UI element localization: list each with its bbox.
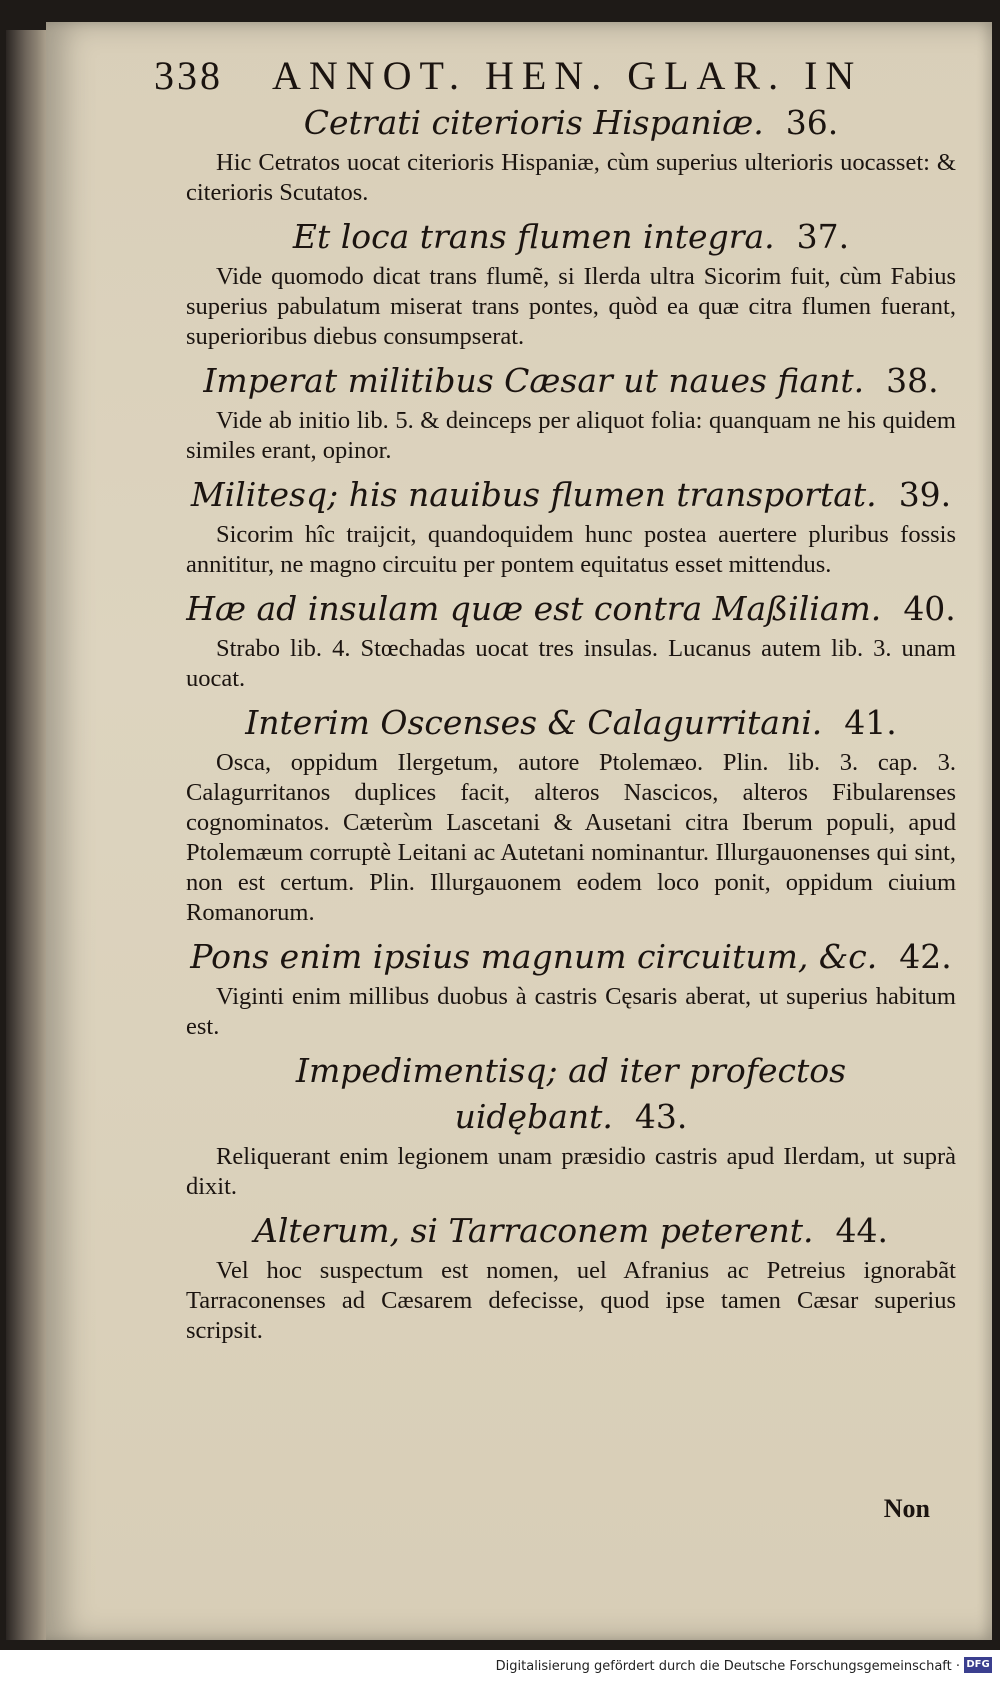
lemma-text: Hæ ad insulam quæ est contra Maßiliam.: [186, 589, 882, 628]
page-number: 338: [154, 53, 223, 98]
entry: [186, 472, 956, 580]
lemma-text: Pons enim ipsius magnum circuitum, &c.: [190, 937, 878, 976]
lemma-heading: [186, 214, 956, 260]
entry: [186, 358, 956, 466]
lemma-number: 44.: [835, 1211, 888, 1250]
lemma-heading: [186, 934, 956, 980]
lemma-text: Alterum, si Tarraconem peterent.: [254, 1211, 814, 1250]
annotation-text: Reliquerant enim legionem unam præsidio castris apud Ilerdam, ut suprà dixit.: [186, 1143, 956, 1200]
lemma-number: 40.: [903, 589, 956, 628]
entry: [186, 700, 956, 928]
annotation-text: Vide ab initio lib. 5. & deinceps per aliquot folia: quanquam ne his quidem similes erant, opinor.: [186, 407, 956, 464]
annotation-text: Osca, oppidum Ilergetum, autore Ptolemæo. Plin. lib. 3. cap. 3. Calagurritanos duplices facit, alteros Nascicos, alteros Fibularenses cognominatos. Cæterùm Lascetani & Ausetani citra Iberum populi, apud Ptolemæum corruptè Leitani ac Autetani nominantur. Illurgauonenses qui sint, non est certum. Plin. Illurgauonem eodem loco ponit, oppidum ciuium Romanorum.: [186, 749, 956, 926]
entry: [186, 100, 956, 208]
lemma-text: Cetrati citerioris Hispaniæ.: [303, 103, 764, 142]
book-page-edge: [6, 30, 50, 1640]
annotation-text: Vide quomodo dicat trans flumẽ, si Ilerda ultra Sicorim fuit, cùm Fabius superius pabulatum miserat trans pontes, quòd ea quæ citra flumen fuerant, superioribus diebus consumpserat.: [186, 263, 956, 350]
annotation-text: Vel hoc suspectum est nomen, uel Afranius ac Petreius ignorabãt Tarraconenses ad Cæsarem defecisse, quod ipse tamen Cæsar superius scripsit.: [186, 1257, 956, 1344]
page-header: [154, 40, 962, 100]
entry: [186, 1048, 956, 1202]
lemma-heading: [186, 1208, 956, 1254]
lemma-heading: [186, 358, 956, 404]
annotation-text: Sicorim hîc traijcit, quandoquidem hunc postea auertere pluribus fossis annititur, ne magno circuitu per pontem equitatus esset mittendus.: [186, 521, 956, 578]
entry: [186, 934, 956, 1042]
lemma-number: 37.: [796, 217, 850, 256]
lemma-number: 42.: [899, 937, 952, 976]
annotation-text: Viginti enim millibus duobus à castris Cęsaris aberat, ut superius habitum est.: [186, 983, 956, 1040]
lemma-number: 36.: [785, 103, 839, 142]
lemma-text: Et loca trans flumen integra.: [292, 217, 775, 256]
footer-bar: [0, 1650, 1000, 1681]
entry: [186, 214, 956, 352]
dfg-logo: DFG: [964, 1657, 992, 1673]
lemma-number: 39.: [898, 475, 952, 514]
lemma-heading: [186, 586, 956, 632]
book-page: [46, 22, 992, 1640]
lemma-text: Impedimentisq; ad iter profectos uidębant.: [295, 1051, 847, 1136]
annotation-text: Hic Cetratos uocat citerioris Hispaniæ, cùm superius ulterioris uocasset: & citerioris Scutatos.: [186, 149, 956, 206]
entry: [186, 1208, 956, 1346]
page-body: [186, 100, 956, 1352]
lemma-heading: [186, 700, 956, 746]
lemma-text: Imperat militibus Cæsar ut naues fiant.: [203, 361, 865, 400]
lemma-heading: [186, 472, 956, 518]
entry: [186, 586, 956, 694]
lemma-number: 38.: [886, 361, 939, 400]
lemma-heading: [186, 1048, 956, 1140]
lemma-heading: [186, 100, 956, 146]
lemma-text: Interim Oscenses & Calagurritani.: [245, 703, 823, 742]
funding-credit: Digitalisierung gefördert durch die Deutsche Forschungsgemeinschaft ·: [495, 1659, 960, 1674]
lemma-text: Militesq; his nauibus flumen transportat.: [190, 475, 877, 514]
lemma-number: 41.: [844, 703, 897, 742]
catchword: Non: [883, 1494, 930, 1523]
running-title: ANNOT. HEN. GLAR. IN: [272, 53, 863, 98]
lemma-number: 43.: [634, 1097, 688, 1136]
annotation-text: Strabo lib. 4. Stœchadas uocat tres insulas. Lucanus autem lib. 3. unam uocat.: [186, 635, 956, 692]
